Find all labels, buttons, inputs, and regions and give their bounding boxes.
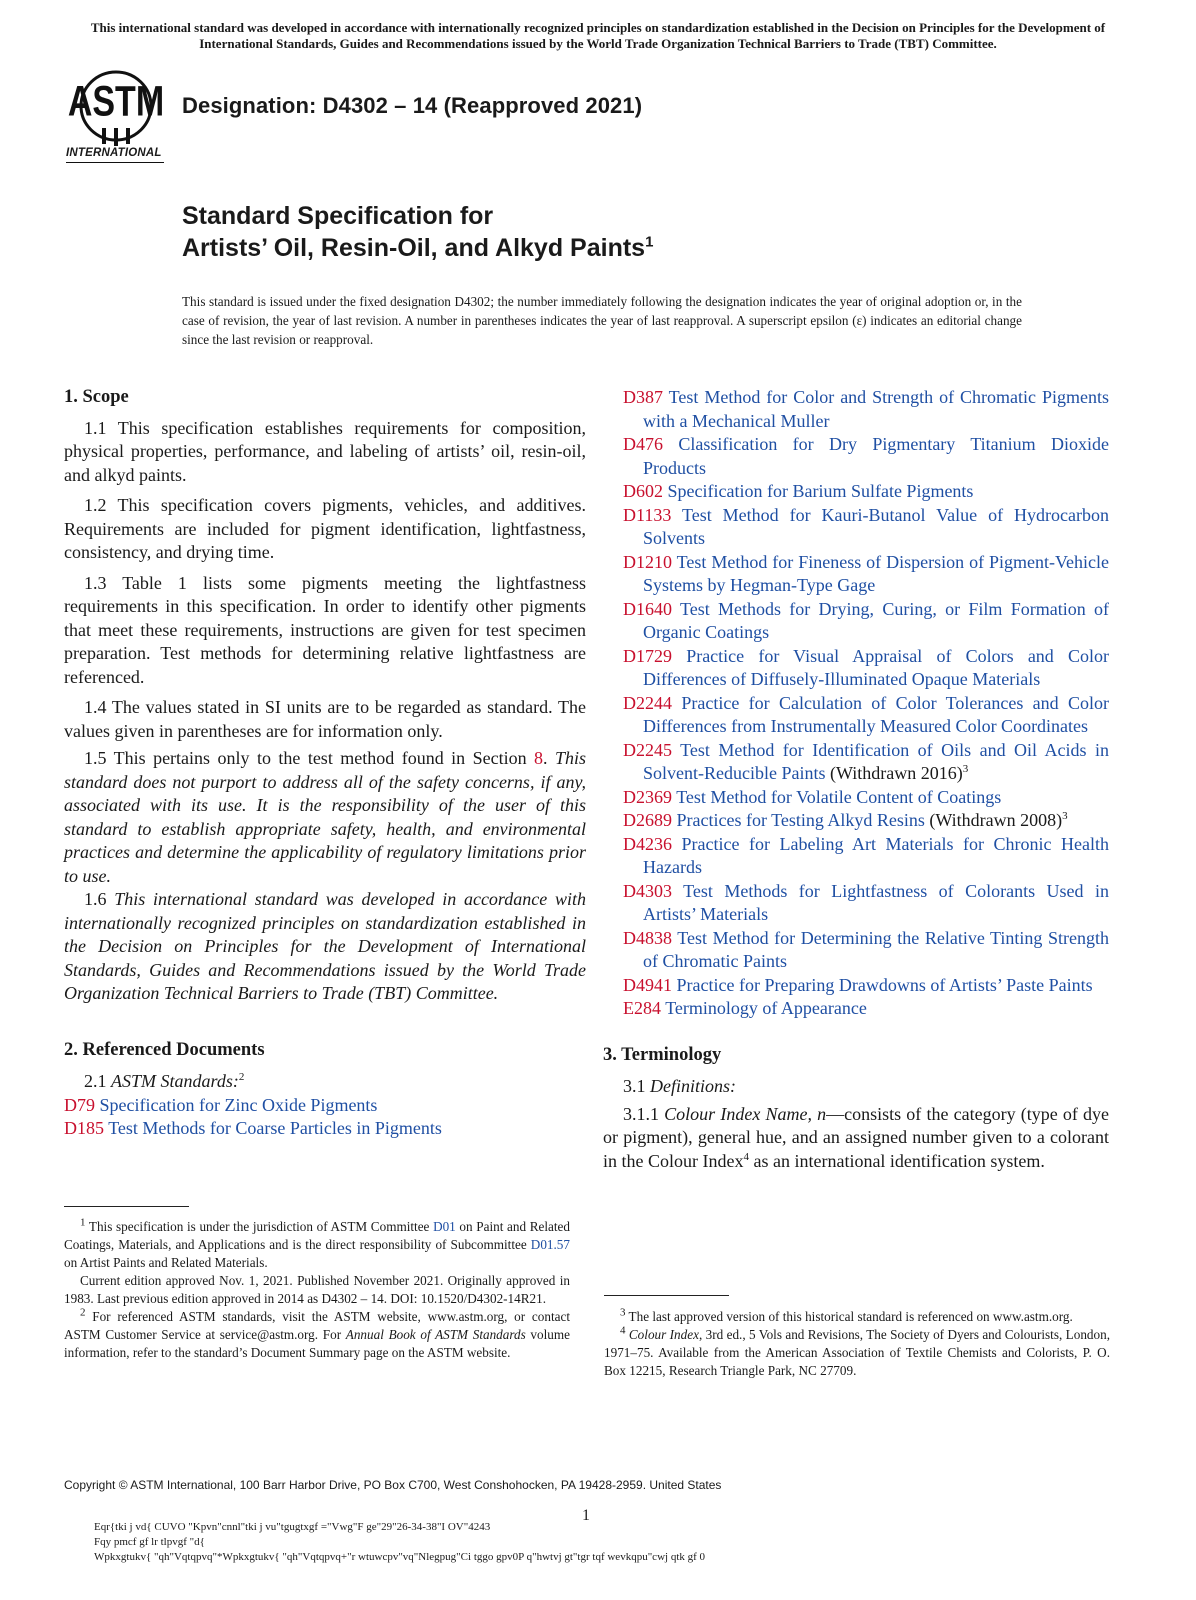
para-3-1-1: 3.1.1 Colour Index Name, n—consists of the category (type of dye or pigment), general hue, and an assigned number given to a colorant in the Colour Index$^4$ as an international identification system. [603, 1103, 1110, 1171]
reference-code-link[interactable]: D4838 [623, 927, 672, 948]
para-3-1: 3.1 Definitions: [623, 1076, 736, 1096]
issue-note: This standard is issued under the fixed designation D4302; the number immediately following the designation indicates the year of original adoption or, in the case of revision, the year of last revision. A number in parentheses indicates the year of last reapproval. A superscript epsilon (ε) indicates an editorial change since the last revision or reapproval. [182, 294, 1022, 347]
section-3-heading: 3. Terminology [603, 1044, 722, 1065]
reference-code-link[interactable]: D79 [64, 1094, 95, 1115]
reference-title-link[interactable]: Test Methods for Drying, Curing, or Film Formation of Organic Coatings [643, 598, 1109, 642]
para-1-3: 1.3 Table 1 lists some pigments meeting the lightfastness requirements in this specification. In order to identify other pigments that meet these requirements, instructions are given for test specimen preparation. Test methods for determining relative lightfastness are referenced. [64, 572, 586, 687]
section-8-link[interactable]: 8 [534, 748, 544, 768]
right-ref-d1133 [623, 504, 1109, 551]
para-1-5: 1.5 This pertains only to the test method found in Section 8. This standard does not purport to address all of the safety concerns, if any, associated with its use. It is the responsibility of the user of this standard to establish appropriate safety, health, and environmental practices and determine the applicability of regulatory limitations prior to use. [64, 748, 587, 886]
left-reference-list [64, 1094, 586, 1141]
logo-caption: INTERNATIONAL [66, 147, 162, 159]
reference-code-link[interactable]: D2244 [623, 692, 672, 713]
reference-code-link[interactable]: E284 [623, 998, 661, 1018]
reference-code-link[interactable]: D2245 [623, 739, 672, 760]
reference-title-link[interactable]: Test Method for Volatile Content of Coatings [676, 786, 1002, 807]
reference-title-link[interactable]: Practice for Visual Appraisal of Colors and Color Differences of Diffusely-Illuminated Opaque Materials [643, 645, 1109, 689]
license-stamp [94, 1520, 705, 1565]
reference-code-link[interactable]: D387 [623, 387, 663, 407]
right-ref-d602 [623, 480, 1109, 504]
footnote-3: $^3$ The last approved version of this historical standard is referenced on www.astm.org. [620, 1306, 1073, 1324]
reference-code-link[interactable]: D1133 [623, 504, 672, 525]
reference-code-link[interactable]: D1729 [623, 645, 672, 666]
right-ref-d2689 [623, 809, 1109, 833]
para-1-2: 1.2 This specification covers pigments, vehicles, and additives. Requirements are included for pigment identification, lightfastness, consistency, and drying time. [64, 495, 586, 562]
right-ref-e284 [623, 997, 1109, 1021]
reference-code-link[interactable]: D2689 [623, 810, 672, 830]
reference-code-link[interactable]: D1640 [623, 598, 672, 619]
right-ref-d4838 [623, 927, 1109, 974]
left-ref-d185 [64, 1117, 586, 1141]
reference-title-link[interactable]: Classification for Dry Pigmentary Titanium Dioxide Products [643, 434, 1109, 478]
reference-title-link[interactable]: Test Methods for Coarse Particles in Pigments [108, 1118, 442, 1138]
para-2-1: 2.1 ASTM Standards:$^2$ [84, 1071, 245, 1091]
subcommittee-d01-57-link[interactable]: D01.57 [530, 1237, 570, 1252]
document-title [182, 200, 653, 264]
reference-title-link[interactable]: Test Methods for Lightfastness of Colorants Used in Artists’ Materials [643, 880, 1109, 924]
right-ref-d4236 [623, 833, 1109, 880]
reference-title-link[interactable]: Test Method for Fineness of Dispersion of Pigment-Vehicle Systems by Hegman-Type Gage [643, 551, 1109, 595]
reference-code-link[interactable]: D4941 [623, 974, 672, 995]
right-column [603, 386, 1110, 1173]
right-ref-d476 [623, 433, 1109, 480]
license-line-1: Eqr{tki j vd{ CUVO "Kpvn"cnnl"tki j vu"tgugtxgf ="Vwg"F ge"29"26-34-38"I OV"4243 [94, 1521, 491, 1533]
reference-footnote-mark: 3 [962, 763, 969, 775]
reference-code-link[interactable]: D4303 [623, 880, 672, 901]
right-ref-d2245 [623, 739, 1109, 786]
designation: Designation: D4302 – 14 (Reapproved 2021) [182, 93, 643, 118]
reference-code-link[interactable]: D476 [623, 434, 663, 454]
reference-title-link[interactable]: Test Method for Kauri-Butanol Value of Hydrocarbon Solvents [643, 504, 1109, 548]
right-ref-d1210 [623, 551, 1109, 598]
reference-title-link[interactable]: Practice for Preparing Drawdowns of Artists’ Paste Paints [676, 974, 1093, 995]
footnotes-right [604, 1308, 1110, 1380]
reference-title-link[interactable]: Test Method for Identification of Oils and Oil Acids in Solvent-Reducible Paints [643, 739, 1109, 783]
committee-d01-link[interactable]: D01 [433, 1219, 456, 1234]
footnote-4: $^4$ Colour Index, 3rd ed., 5 Vols and Revisions, The Society of Dyers and Colourists, London, 1971–75. Available from the American Association of Textile Chemists and Colorists, P. O. Box 12215, Research Triangle Park, NC 27709. [604, 1324, 1110, 1378]
logo-lettering: ASTM [67, 77, 165, 126]
left-column [64, 386, 586, 1141]
reference-status: (Withdrawn 2016) [825, 763, 963, 783]
para-1-1: 1.1 This specification establishes requirements for composition, physical properties, performance, and labeling of artists’ oil, resin-oil, and alkyd paints. [64, 417, 586, 485]
para-1-4: 1.4 The values stated in SI units are to be regarded as standard. The values given in parentheses are for information only. [64, 697, 586, 741]
title-line-2: Artists’ Oil, Resin-Oil, and Alkyd Paints$^1$ [182, 233, 654, 262]
right-ref-d1640 [623, 598, 1109, 645]
tbt-notice: This international standard was developed in accordance with internationally recognized principles on standardization established in the Decision on Principles for the Development of International Standards, Guides and Recommendations issued by the World Trade Organization Technical Barriers to Trade (TBT) Committee. [90, 20, 1106, 51]
right-ref-d2369 [623, 786, 1109, 810]
footnote-1: $^1$ This specification is under the jurisdiction of ASTM Committee D01 on Paint and Related Coatings, Materials, and Applications and is the direct responsibility of Subcommittee D01.57 on Artist Paints and Related Materials. [64, 1216, 570, 1270]
section-2-heading: 2. Referenced Documents [64, 1039, 265, 1060]
reference-title-link[interactable]: Practices for Testing Alkyd Resins [676, 810, 925, 830]
footnote-2: $^2$ For referenced ASTM standards, visit the ASTM website, www.astm.org, or contact ASTM Customer Service at service@astm.org. For Annual Book of ASTM Standards volume information, refer to the standard’s Document Summary page on the ASTM website. [64, 1306, 570, 1360]
right-ref-d4303 [623, 880, 1109, 927]
footnote-rule-right [604, 1295, 729, 1296]
astm-logo [64, 68, 168, 168]
right-ref-d387 [623, 386, 1109, 433]
title-line-1: Standard Specification for [182, 202, 494, 230]
reference-code-link[interactable]: D4236 [623, 833, 672, 854]
reference-title-link[interactable]: Specification for Barium Sulfate Pigments [667, 481, 974, 501]
reference-title-link[interactable]: Terminology of Appearance [665, 998, 867, 1018]
reference-code-link[interactable]: D2369 [623, 786, 672, 807]
section-1-heading: 1. Scope [64, 387, 129, 407]
left-ref-d79 [64, 1094, 586, 1118]
reference-code-link[interactable]: D602 [623, 481, 663, 501]
reference-code-link[interactable]: D1210 [623, 551, 672, 572]
para-1-6: 1.6 This international standard was developed in accordance with internationally recognized principles on standardization established in the Decision on Principles for the Development of International Standards, Guides and Recommendations issued by the World Trade Organization Technical Barriers to Trade (TBT) Committee. [64, 889, 586, 1003]
footnotes-left [64, 1218, 570, 1362]
page-number: 1 [582, 1507, 590, 1524]
reference-status: (Withdrawn 2008) [924, 810, 1063, 830]
reference-title-link[interactable]: Practice for Calculation of Color Tolerances and Color Differences from Instrumentally Measured Color Coordinates [643, 692, 1109, 736]
right-ref-d2244 [623, 692, 1109, 739]
license-line-3: Wpkxgtukv{ "qh"Vqtqpvq"*Wpkxgtukv{ "qh"Vqtqpvq+"r wtuwcpv"vq"Nlegpug"Ci tggo gpv0P q"hwtvj gt"tgr tqf wevkqpu"cwj qtk gf 0 [94, 1551, 706, 1563]
footnote-2-mark: 2 [238, 1071, 245, 1083]
reference-title-link[interactable]: Specification for Zinc Oxide Pigments [99, 1094, 378, 1115]
right-ref-d4941 [623, 974, 1109, 998]
right-reference-list [623, 386, 1109, 1021]
copyright-line: Copyright © ASTM International, 100 Barr Harbor Drive, PO Box C700, West Conshohocken, PA 19428-2959. United States [64, 1478, 722, 1492]
reference-title-link[interactable]: Practice for Labeling Art Materials for Chronic Health Hazards [643, 833, 1109, 877]
footnote-1-edition: Current edition approved Nov. 1, 2021. Published November 2021. Originally approved in 1983. Last previous edition approved in 2014 as D4302 – 14. DOI: 10.1520/D4302-14R21. [64, 1273, 570, 1306]
logo-underline [66, 162, 164, 163]
title-footnote-mark: 1 [645, 233, 654, 251]
reference-title-link[interactable]: Test Method for Color and Strength of Chromatic Pigments with a Mechanical Muller [643, 387, 1109, 431]
footnote-rule-left [64, 1206, 189, 1207]
right-ref-d1729 [623, 645, 1109, 692]
reference-footnote-mark: 3 [1062, 810, 1068, 822]
license-line-2: Fqy pmcf gf lr tlpvgf "d{ [94, 1536, 205, 1548]
reference-title-link[interactable]: Test Method for Determining the Relative Tinting Strength of Chromatic Paints [643, 927, 1109, 971]
reference-code-link[interactable]: D185 [64, 1118, 104, 1138]
